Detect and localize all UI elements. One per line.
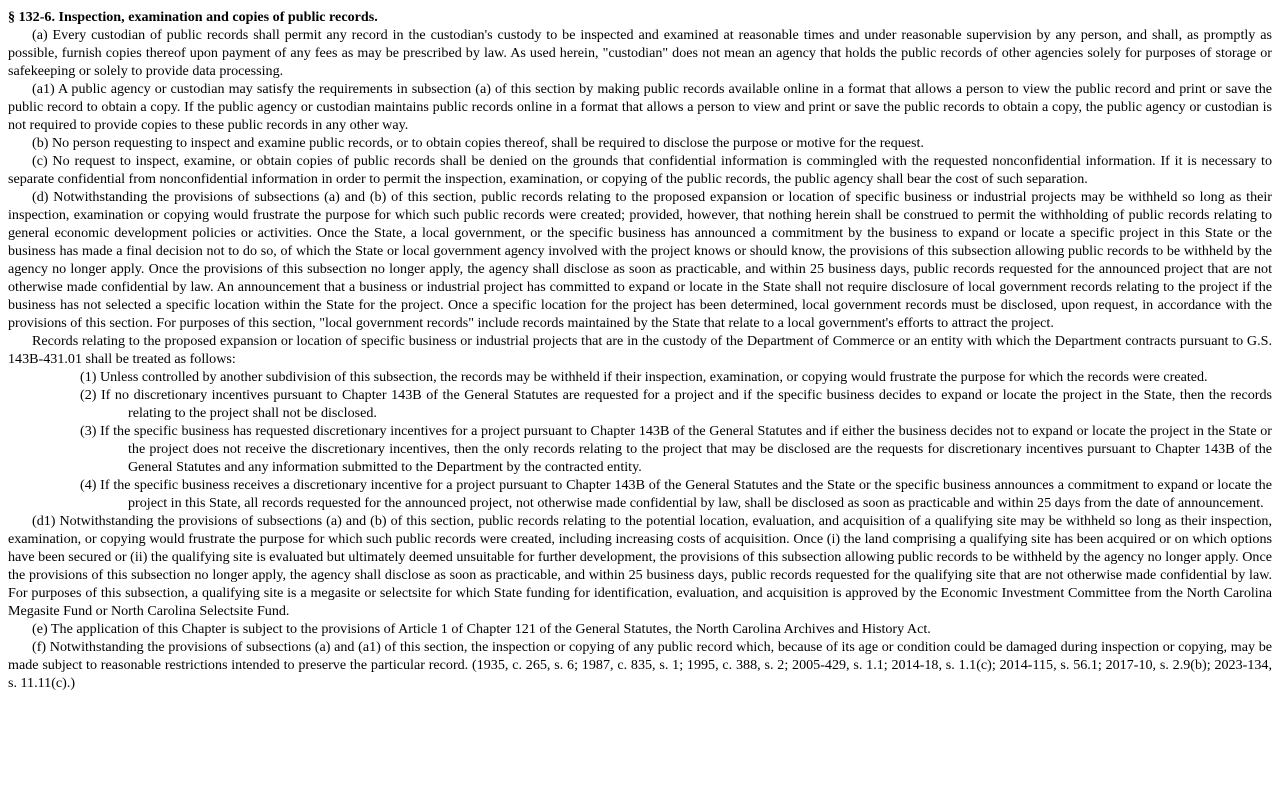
subsection-d: (d) Notwithstanding the provisions of subsections (a) and (b) of this section, public records relating to the proposed expansion or location of specific business or industrial projects may be withheld so long as their inspection, examination or copying would frustrate the purpose for which such public records were created; provided, however, that nothing herein shall be construed to permit the withholding of public records relating to general economic development policies or activities. Once the State, a local government, or the specific business has announced a commitment by the business to expand or locate a specific project in this State or the business has made a final decision not to do so, of which the State or local government agency involved with the project knows or should know, the provisions of this subsection allowing public records to be withheld by the agency no longer apply. Once the provisions of this subsection no longer apply, the agency shall disclose as soon as practicable, and within 25 business days, public records requested for the announced project that are not otherwise made confidential by law. An announcement that a business or industrial project has committed to expand or locate in the State shall not require disclosure of local government records relating to the project if the business has not selected a specific location within the State for the project. Once a specific location for the project has been determined, local government records must be disclosed, upon request, in accordance with the provisions of this section. For purposes of this section, "local government records" include records maintained by the State that relate to a local government's efforts to attract the project. [8,189,1272,331]
subsection-d1: (d1) Notwithstanding the provisions of subsections (a) and (b) of this section, public records relating to the potential location, evaluation, and acquisition of a qualifying site may be withheld so long as their inspection, examination, or copying would frustrate the purpose for which such public records were created, including increasing costs of acquisition. Once (i) the land comprising a qualifying site has been acquired or on which options have been secured or (ii) the qualifying site is evaluated but ultimately deemed unsuitable for further development, the provisions of this subsection allowing public records to be withheld by the agency no longer apply. Once the provisions of this subsection no longer apply, the agency shall disclose as soon as practicable, and within 25 business days, public records requested for the qualifying site that are not otherwise made confidential by law. For purposes of this subsection, a qualifying site is a megasite or selectsite for which State funding for identification, evaluation, and acquisition is approved by the Economic Investment Committee from the North Carolina Megasite Fund or North Carolina Selectsite Fund. [8,513,1272,619]
subdivision-1: (1) Unless controlled by another subdivision of this subsection, the records may be withheld if their inspection, examination, or copying would frustrate the purpose for which the records were created. [80,369,1208,385]
subdivision-4: (4) If the specific business receives a discretionary incentive for a project pursuant to Chapter 143B of the General Statutes and the State or the specific business announces a commitment to expand or locate the project in this State, all records requested for the announced project, not otherwise made confidential by law, shall be disclosed as soon as practicable and within 25 days from the date of announcement. [80,477,1272,511]
subsection-c: (c) No request to inspect, examine, or obtain copies of public records shall be denied on the grounds that confidential information is commingled with the requested nonconfidential information. If it is necessary to separate confidential from nonconfidential information in order to permit the inspection, examination, or copying of the public records, the public agency shall bear the cost of such separation. [8,153,1272,187]
subsection-b: (b) No person requesting to inspect and examine public records, or to obtain copies thereof, shall be required to disclose the purpose or motive for the request. [32,135,924,151]
subdivision-3: (3) If the specific business has requested discretionary incentives for a project pursuant to Chapter 143B of the General Statutes and if either the business decides not to expand or locate the project in the State or the project does not receive the discretionary incentives, then the only records relating to the project that may be disclosed are the requests for discretionary incentives pursuant to Chapter 143B of the General Statutes and any information submitted to the Department by the contracted entity. [80,423,1272,475]
commerce-records-intro: Records relating to the proposed expansion or location of specific business or industrial projects that are in the custody of the Department of Commerce or an entity with which the Department contracts pursuant to G.S. 143B-431.01 shall be treated as follows: [8,333,1272,367]
subsection-f: (f) Notwithstanding the provisions of subsections (a) and (a1) of this section, the inspection or copying of any public record which, because of its age or condition could be damaged during inspection or copying, may be made subject to reasonable restrictions intended to preserve the particular record. (1935, c. 265, s. 6; 1987, c. 835, s. 1; 1995, c. 388, s. 2; 2005-429, s. 1.1; 2014-18, s. 1.1(c); 2014-115, s. 56.1; 2017-10, s. 2.9(b); 2023-134, s. 11.11(c).) [8,639,1272,691]
section-heading: § 132-6. Inspection, examination and copies of public records. [8,9,378,25]
subdivision-2: (2) If no discretionary incentives pursuant to Chapter 143B of the General Statutes are requested for a project and if the specific business decides to expand or locate the project in the State, then the records relating to the project shall not be disclosed. [80,387,1272,421]
subsection-a: (a) Every custodian of public records shall permit any record in the custodian's custody to be inspected and examined at reasonable times and under reasonable supervision by any person, and shall, as promptly as possible, furnish copies thereof upon payment of any fees as may be prescribed by law. As used herein, "custodian" does not mean an agency that holds the public records of other agencies solely for purposes of storage or safekeeping or solely to provide data processing. [8,27,1272,79]
statute-document [8,8,1272,692]
subsection-e: (e) The application of this Chapter is subject to the provisions of Article 1 of Chapter 121 of the General Statutes, the North Carolina Archives and History Act. [32,621,931,637]
subsection-a1: (a1) A public agency or custodian may satisfy the requirements in subsection (a) of this section by making public records available online in a format that allows a person to view the public record and print or save the public record to obtain a copy. If the public agency or custodian maintains public records online in a format that allows a person to view and print or save the public records to obtain a copy, the public agency or custodian is not required to provide copies to these public records in any other way. [8,81,1272,133]
